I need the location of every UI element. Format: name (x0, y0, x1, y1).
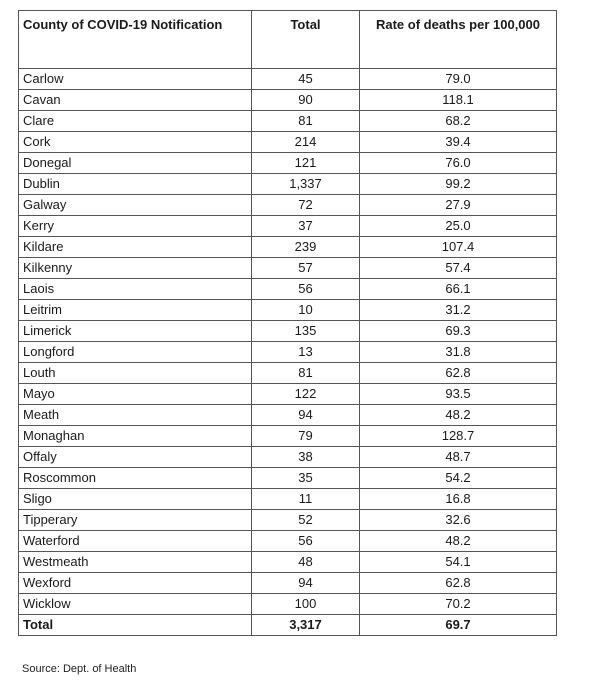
cell-total: 122 (252, 384, 360, 405)
cell-county: Roscommon (19, 468, 252, 489)
cell-total: 72 (252, 195, 360, 216)
cell-total: 13 (252, 342, 360, 363)
cell-county: Offaly (19, 447, 252, 468)
cell-total: 45 (252, 69, 360, 90)
cell-total: 90 (252, 90, 360, 111)
cell-total: 56 (252, 279, 360, 300)
cell-total: 37 (252, 216, 360, 237)
cell-county: Galway (19, 195, 252, 216)
table-row (19, 447, 557, 468)
table-row (19, 468, 557, 489)
table-row (19, 195, 557, 216)
cell-rate: 70.2 (360, 594, 557, 615)
table-row (19, 69, 557, 90)
cell-rate: 68.2 (360, 111, 557, 132)
cell-county: Cavan (19, 90, 252, 111)
cell-county: Kerry (19, 216, 252, 237)
table-row (19, 258, 557, 279)
cell-rate: 62.8 (360, 363, 557, 384)
cell-county: Wexford (19, 573, 252, 594)
cell-rate: 31.8 (360, 342, 557, 363)
table-row (19, 300, 557, 321)
table-row (19, 321, 557, 342)
cell-county: Wicklow (19, 594, 252, 615)
cell-total: 11 (252, 489, 360, 510)
cell-county: Waterford (19, 531, 252, 552)
table-row (19, 510, 557, 531)
total-row-rate: 69.7 (360, 615, 557, 636)
cell-rate: 31.2 (360, 300, 557, 321)
cell-county: Westmeath (19, 552, 252, 573)
table-row (19, 552, 557, 573)
table-row (19, 594, 557, 615)
cell-rate: 57.4 (360, 258, 557, 279)
covid-deaths-table (18, 10, 557, 636)
total-row-label: Total (19, 615, 252, 636)
cell-county: Meath (19, 405, 252, 426)
cell-rate: 16.8 (360, 489, 557, 510)
cell-county: Cork (19, 132, 252, 153)
cell-rate: 32.6 (360, 510, 557, 531)
cell-total: 239 (252, 237, 360, 258)
header-rate: Rate of deaths per 100,000 (360, 11, 557, 69)
cell-rate: 54.2 (360, 468, 557, 489)
cell-county: Clare (19, 111, 252, 132)
table-row (19, 426, 557, 447)
cell-rate: 54.1 (360, 552, 557, 573)
table-row (19, 132, 557, 153)
table-row (19, 174, 557, 195)
source-note: Source: Dept. of Health (22, 663, 137, 675)
cell-rate: 48.7 (360, 447, 557, 468)
cell-rate: 25.0 (360, 216, 557, 237)
cell-rate: 76.0 (360, 153, 557, 174)
cell-county: Carlow (19, 69, 252, 90)
cell-rate: 93.5 (360, 384, 557, 405)
cell-county: Kildare (19, 237, 252, 258)
cell-total: 56 (252, 531, 360, 552)
cell-rate: 66.1 (360, 279, 557, 300)
cell-total: 52 (252, 510, 360, 531)
table-row (19, 90, 557, 111)
cell-rate: 69.3 (360, 321, 557, 342)
table-total-row (19, 615, 557, 636)
cell-county: Limerick (19, 321, 252, 342)
cell-rate: 118.1 (360, 90, 557, 111)
cell-rate: 128.7 (360, 426, 557, 447)
cell-total: 214 (252, 132, 360, 153)
cell-rate: 99.2 (360, 174, 557, 195)
cell-total: 121 (252, 153, 360, 174)
table-row (19, 531, 557, 552)
cell-total: 81 (252, 111, 360, 132)
cell-county: Mayo (19, 384, 252, 405)
cell-rate: 27.9 (360, 195, 557, 216)
cell-total: 48 (252, 552, 360, 573)
cell-total: 81 (252, 363, 360, 384)
cell-county: Kilkenny (19, 258, 252, 279)
cell-county: Dublin (19, 174, 252, 195)
header-total: Total (252, 11, 360, 69)
table-header-row (19, 11, 557, 69)
cell-total: 94 (252, 405, 360, 426)
cell-county: Donegal (19, 153, 252, 174)
cell-county: Laois (19, 279, 252, 300)
cell-county: Tipperary (19, 510, 252, 531)
cell-total: 1,337 (252, 174, 360, 195)
cell-rate: 62.8 (360, 573, 557, 594)
cell-county: Sligo (19, 489, 252, 510)
table-row (19, 342, 557, 363)
cell-county: Leitrim (19, 300, 252, 321)
cell-rate: 48.2 (360, 405, 557, 426)
table-row (19, 111, 557, 132)
cell-rate: 107.4 (360, 237, 557, 258)
cell-rate: 79.0 (360, 69, 557, 90)
table-row (19, 489, 557, 510)
table-row (19, 405, 557, 426)
cell-total: 100 (252, 594, 360, 615)
cell-total: 135 (252, 321, 360, 342)
cell-total: 35 (252, 468, 360, 489)
cell-total: 38 (252, 447, 360, 468)
cell-county: Monaghan (19, 426, 252, 447)
cell-rate: 39.4 (360, 132, 557, 153)
table-row (19, 363, 557, 384)
cell-county: Longford (19, 342, 252, 363)
table-row (19, 237, 557, 258)
cell-rate: 48.2 (360, 531, 557, 552)
cell-total: 57 (252, 258, 360, 279)
table-row (19, 573, 557, 594)
cell-county: Louth (19, 363, 252, 384)
table-row (19, 216, 557, 237)
table-row (19, 279, 557, 300)
header-county: County of COVID-19 Notification (19, 11, 252, 69)
total-row-total: 3,317 (252, 615, 360, 636)
cell-total: 10 (252, 300, 360, 321)
cell-total: 94 (252, 573, 360, 594)
table-row (19, 384, 557, 405)
cell-total: 79 (252, 426, 360, 447)
table-row (19, 153, 557, 174)
